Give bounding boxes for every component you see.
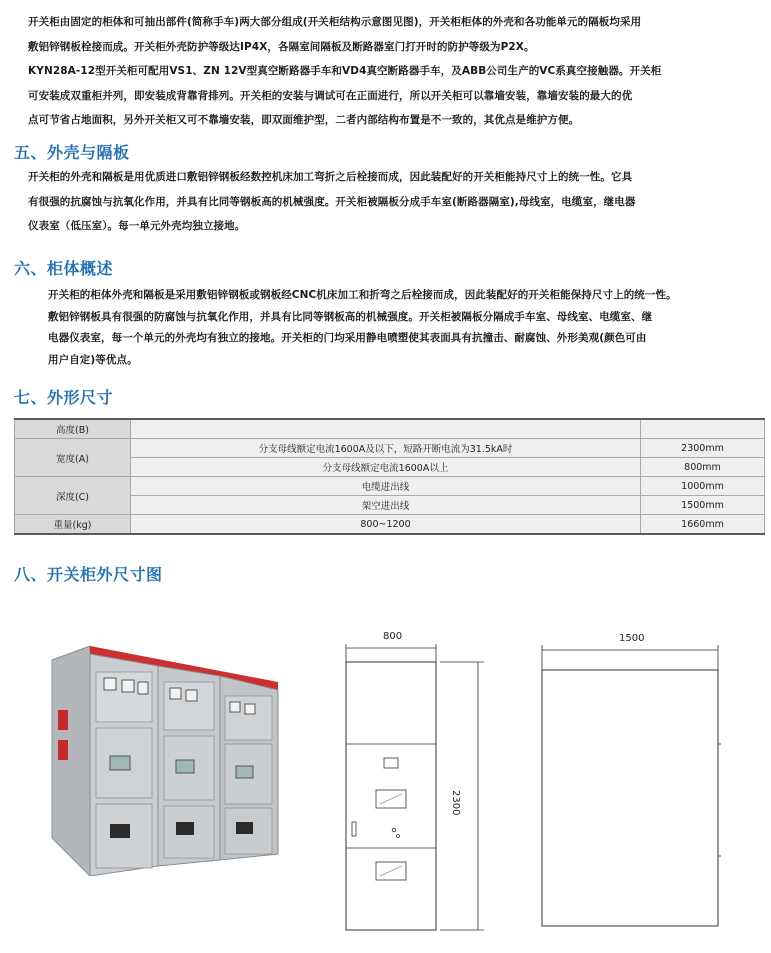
table-cell [641, 419, 765, 439]
cabinet-unit [90, 654, 158, 876]
cabinet-unit [220, 676, 278, 860]
intro-line: KYN28A-12型开关柜可配用VS1、ZN 12V型真空断路器手车和VD4真空断路器手车，及ABB公司生产的VC系真空接触器。开关柜 [28, 65, 662, 77]
section-6-line: 用户自定)等优点。 [48, 353, 138, 366]
height-dimension-label: 2300 [450, 790, 461, 816]
cabinet-unit [158, 666, 220, 866]
table-row [15, 419, 765, 439]
section-5-line: 有很强的抗腐蚀与抗氧化作用，并具有比同等钢板高的机械强度。开关柜被隔板分成手车室(断路器隔室),母线室，电缆室，继电器 [28, 195, 636, 208]
intro-paragraph [28, 10, 763, 133]
side-width-label: 1500 [619, 633, 645, 644]
section-5-line: 仪表室（低压室）。每一单元外壳均独立接地。 [28, 220, 246, 232]
weight-label: 重量(kg) [15, 515, 131, 535]
weight-desc: 800~1200 [131, 515, 641, 535]
height-label: 高度(B) [15, 419, 131, 439]
table-cell [131, 419, 641, 439]
weight-value: 1660mm [641, 515, 765, 535]
dimensions-table [14, 418, 765, 535]
intro-line: 敷铝锌钢板栓接而成。开关柜外壳防护等级达IP4X，各隔室间隔板及断路器室门打开时的防护等级为P2X。 [28, 40, 535, 53]
section-5-heading: 五、外壳与隔板 [14, 143, 130, 162]
depth-row2-value: 1500mm [641, 496, 765, 515]
front-width-label: 800 [383, 631, 403, 642]
front-view-drawing [338, 640, 498, 940]
section-6-heading: 六、柜体概述 [14, 259, 114, 278]
intro-line: 点可节省占地面积，另外开关柜又可不靠墙安装，即双面维护型，二者内部结构布置是不一致的，其优点是维护方便。 [28, 114, 580, 126]
width-row1-desc: 分支母线额定电流1600A及以下，短路开断电流为31.5kA时 [131, 439, 641, 458]
section-8-heading: 八、开关柜外尺寸图 [14, 565, 163, 584]
section-5-line: 开关柜的外壳和隔板是用优质进口敷铝锌钢板经数控机床加工弯折之后栓接而成，因此装配好的开关柜能持尺寸上的统一性。它具 [28, 171, 633, 183]
cabinet-side-panel [52, 646, 90, 876]
section-5-paragraph [28, 165, 763, 239]
width-row2-value: 800mm [641, 458, 765, 477]
intro-line: 可安装成双重柜并列，即安装成背靠背排列。开关柜的安装与调试可在正面进行，所以开关柜可以靠墙安装，靠墙安装的最大的优 [28, 89, 633, 102]
depth-row2-desc: 架空进出线 [131, 496, 641, 515]
depth-row1-value: 1000mm [641, 477, 765, 496]
section-6-paragraph [48, 285, 764, 371]
width-label: 宽度(A) [15, 439, 131, 477]
intro-line: 开关柜由固定的柜体和可抽出部件(简称手车)两大部分组成(开关柜结构示意图见图)，开关柜柜体的外壳和各功能单元的隔板均采用 [28, 16, 642, 28]
depth-row1-desc: 电缆进出线 [131, 477, 641, 496]
section-7-heading: 七、外形尺寸 [14, 388, 114, 407]
depth-label: 深度(C) [15, 477, 131, 515]
cabinet-photo [48, 638, 288, 876]
section-6-line: 开关柜的柜体外壳和隔板是采用敷铝锌钢板或钢板经CNC机床加工和折弯之后栓接而成，因此装配好的开关柜能保持尺寸上的统一性。 [48, 289, 677, 301]
side-view-drawing [534, 640, 734, 940]
width-row2-desc: 分支母线额定电流1600A以上 [131, 458, 641, 477]
table-row [15, 515, 765, 535]
table-row [15, 439, 765, 458]
section-6-line: 电器仪表室，每一个单元的外壳均有独立的接地。开关柜的门均采用静电喷塑使其表面具有抗撞击、耐腐蚀、外形美观(颜色可由 [48, 332, 647, 344]
section-6-line: 敷铝锌钢板具有很强的防腐蚀与抗氧化作用，并具有比同等钢板高的机械强度。开关柜被隔板分隔成手车室、母线室、电缆室、继 [48, 310, 653, 323]
width-row1-value: 2300mm [641, 439, 765, 458]
table-row [15, 477, 765, 496]
